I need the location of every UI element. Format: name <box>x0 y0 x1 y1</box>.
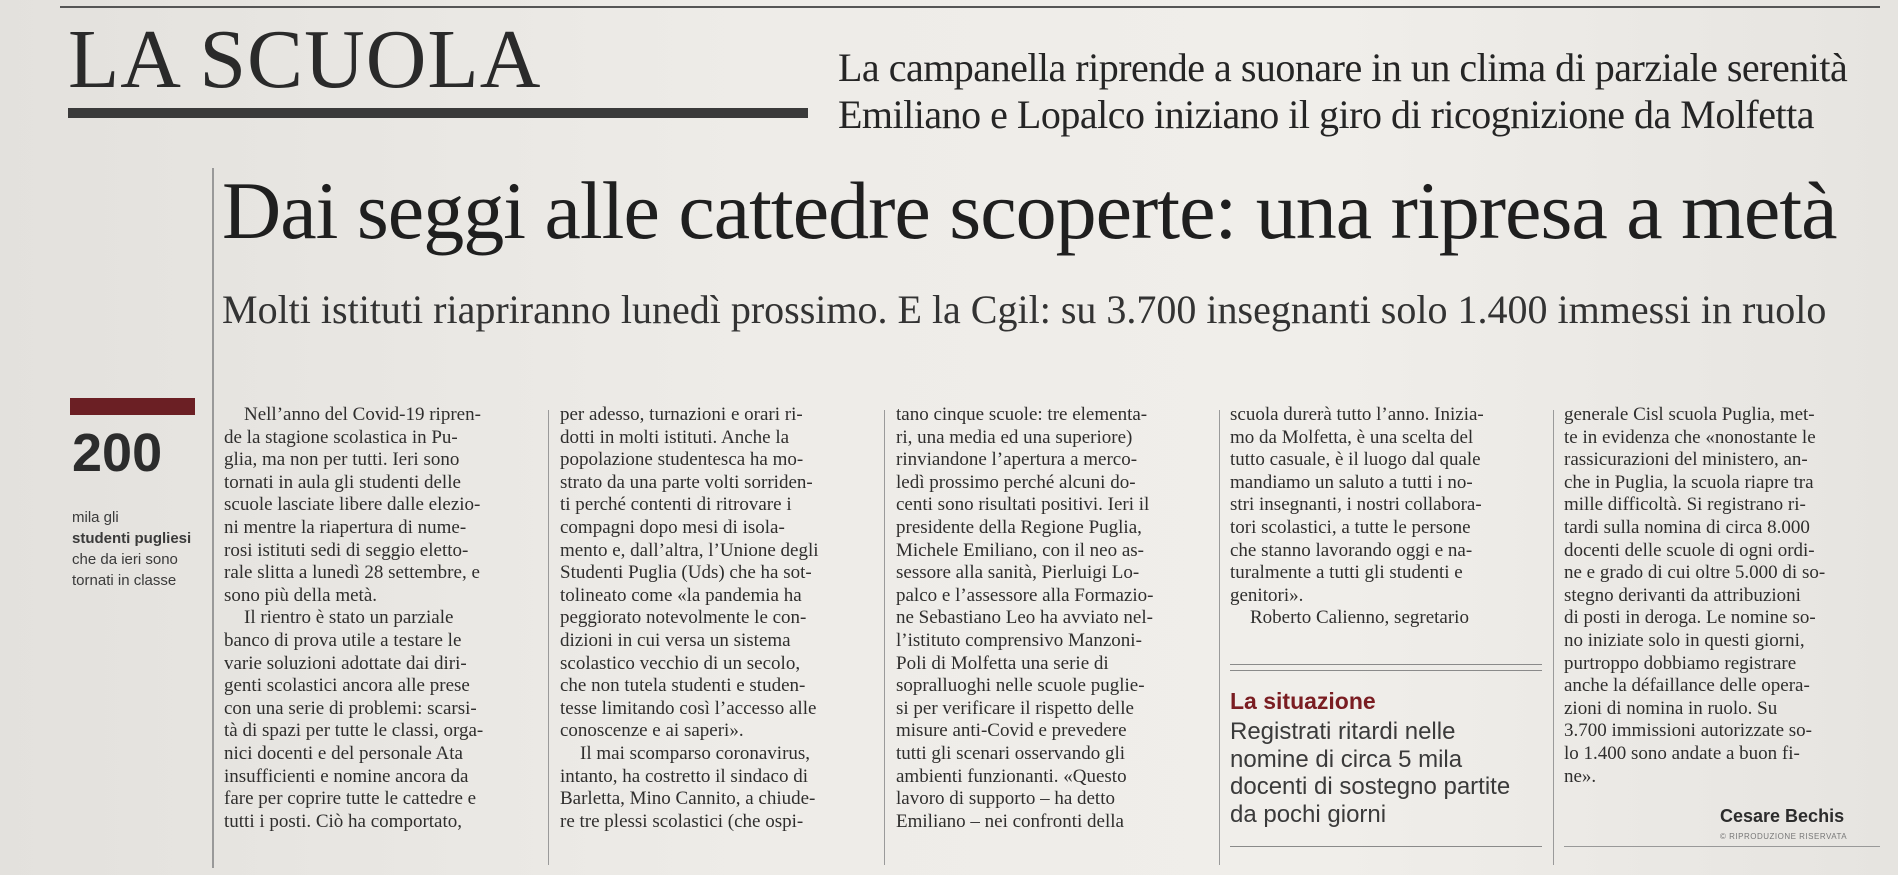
article-line: Emiliano – nei confronti della <box>896 810 1124 832</box>
article-line: dotti in molti istituti. Anche la <box>560 426 790 448</box>
article-line: centi sono risultati positivi. Ieri il <box>896 494 1150 516</box>
article-line: ne e grado di cui oltre 5.000 di so- <box>1564 562 1826 584</box>
bottom-rule <box>1564 846 1880 847</box>
article-line: stegno derivanti da attribuzioni <box>1564 584 1801 606</box>
article-line: presidente della Regione Puglia, <box>896 516 1142 538</box>
article-line: sono più della metà. <box>224 584 378 606</box>
article-line: conoscenze e ai saperi». <box>560 720 744 742</box>
article-line: che stanno lavorando oggi e na- <box>1230 539 1473 561</box>
article-line: te in evidenza che «nonostante le <box>1564 426 1816 448</box>
article-line: scolastico vecchio di un secolo, <box>560 652 801 674</box>
box-rule-top-2 <box>1230 670 1542 671</box>
article-line: varie soluzioni adottate dai diri- <box>224 652 467 674</box>
article-line: turalmente a tutti gli studenti e <box>1230 562 1463 584</box>
article-line: rassicurazioni del ministero, an- <box>1564 449 1808 471</box>
reproduction-notice: © RIPRODUZIONE RISERVATA <box>1720 832 1848 841</box>
article-line: rosi istituti sedi di seggio eletto- <box>224 539 469 561</box>
article-line: tornati in aula gli studenti delle <box>224 471 461 493</box>
article-line: rale slitta a lunedì 28 settembre, e <box>224 562 480 584</box>
box-rule-top <box>1230 664 1542 665</box>
column-divider <box>1553 410 1554 865</box>
article-line: tano cinque scuole: tre elementa- <box>896 404 1148 425</box>
article-line: glia, ma non per tutti. Ieri sono <box>224 449 460 471</box>
article-line: scuola durerà tutto l’anno. Inizia- <box>1230 404 1484 425</box>
box-text: Registrati ritardi nelle nomine di circa 5 mila docenti di sostegno partite da pochi giorni <box>1230 718 1511 828</box>
article-line: Il rientro è stato un parziale <box>244 607 454 629</box>
stat-number: 200 <box>72 423 163 483</box>
article-line: anche la défaillance delle opera- <box>1564 675 1810 697</box>
article-line: tori scolastici, a tutte le persone <box>1230 516 1471 538</box>
article-line: tardi sulla nomina di circa 8.000 <box>1564 516 1810 538</box>
article-line: rinviandone l’apertura a merco- <box>896 449 1138 471</box>
article-line: Roberto Calienno, segretario <box>1250 607 1469 629</box>
article-line: tà di spazi per tutte le classi, orga- <box>224 720 484 742</box>
article-line: ne». <box>1564 765 1597 787</box>
article-line: nici docenti e del personale Ata <box>224 742 463 764</box>
article-line: no iniziate solo in questi giorni, <box>1564 629 1805 651</box>
article-line: scuole lasciate libere dalle elezio- <box>224 494 481 516</box>
article-column-5 <box>1564 404 1879 788</box>
article-line: si per verificare il rispetto delle <box>896 697 1134 719</box>
article-line: zioni di nomina in ruolo. Su <box>1564 697 1778 719</box>
article-line: Nell’anno del Covid-19 ripren- <box>244 404 481 425</box>
article-line: genti scolastici ancora alle prese <box>224 675 470 697</box>
stat-caption-1: mila gli <box>72 509 119 526</box>
article-line: con una serie di problemi: scarsi- <box>224 697 477 719</box>
article-line: tesse limitando così l’accesso alle <box>560 697 817 719</box>
article-line: sopralluoghi nelle scuole puglie- <box>896 675 1145 697</box>
box-rule-bottom <box>1230 846 1542 847</box>
article-line: mo da Molfetta, è una scelta del <box>1230 426 1474 448</box>
article-line: mille difficoltà. Si registrano ri- <box>1564 494 1806 516</box>
article-line: Michele Emiliano, con il neo as- <box>896 539 1144 561</box>
headline: Dai seggi alle cattedre scoperte: una ripresa a metà <box>222 165 1837 256</box>
article-line: 3.700 immissioni autorizzate so- <box>1564 720 1813 742</box>
article-column-4 <box>1230 404 1544 630</box>
article-line: che in Puglia, la scuola riapre tra <box>1564 471 1814 493</box>
subheadline: Molti istituti riapriranno lunedì prossimo. E la Cgil: su 3.700 insegnanti solo 1.400 immessi in ruolo <box>222 287 1827 332</box>
top-rule <box>60 6 1880 8</box>
article-line: ni mentre la riapertura di nume- <box>224 516 467 538</box>
article-column-2 <box>560 404 874 833</box>
article-line: re tre plessi scolastici (che ospi- <box>560 810 804 832</box>
article-line: Poli di Molfetta una serie di <box>896 652 1109 674</box>
article-line: tutti i posti. Ciò ha comportato, <box>224 810 463 832</box>
article-line: banco di prova utile a testare le <box>224 629 462 651</box>
article-line: fare per coprire tutte le cattedre e <box>224 788 477 810</box>
article-line: tutto casuale, è il luogo dal quale <box>1230 449 1481 471</box>
column-divider <box>884 410 885 865</box>
article-line: insufficienti e nomine ancora da <box>224 765 469 787</box>
stat-caption-3: che da ieri sono tornati in classe <box>72 551 178 589</box>
article-line: ledì prossimo perché alcuni do- <box>896 471 1136 493</box>
article-line: dizioni in cui versa un sistema <box>560 629 791 651</box>
article-column-1 <box>224 404 534 833</box>
article-line: compagni dopo mesi di isola- <box>560 516 785 538</box>
article-line: docenti delle scuole di ogni ordi- <box>1564 539 1815 561</box>
article-line: ri, una media ed una superiore) <box>896 426 1133 448</box>
article-line: misure anti-Covid e prevedere <box>896 720 1127 742</box>
article-line: purtroppo dobbiamo registrare <box>1564 652 1797 674</box>
article-line: mandiamo un saluto a tutti i no- <box>1230 471 1473 493</box>
article-line: che non tutela studenti e studen- <box>560 675 806 697</box>
article-line: tutti gli scenari osservando gli <box>896 742 1126 764</box>
article-line: per adesso, turnazioni e orari ri- <box>560 404 803 425</box>
article-line: sessore alla sanità, Pierluigi Lo- <box>896 562 1140 584</box>
article-line: de la stagione scolastica in Pu- <box>224 426 458 448</box>
article-line: ne Sebastiano Leo ha avviato nel- <box>896 607 1153 629</box>
kicker-line-2: Emiliano e Lopalco iniziano il giro di ricognizione da Molfetta <box>838 92 1814 137</box>
article-line: lo 1.400 sono andate a buon fi- <box>1564 742 1800 764</box>
article-line: mento e, dall’altra, l’Unione degli <box>560 539 819 561</box>
stat-caption-2: studenti pugliesi <box>72 530 192 547</box>
article-line: Il mai scomparso coronavirus, <box>580 742 811 764</box>
stat-caption <box>72 507 202 591</box>
article-line: ambienti funzionanti. «Questo <box>896 765 1127 787</box>
article-line: peggiorato notevolmente le con- <box>560 607 807 629</box>
headline-vertical-rule <box>212 168 214 868</box>
article-line: strato da una parte volti sorriden- <box>560 471 813 493</box>
article-column-3 <box>896 404 1210 833</box>
box-title: La situazione <box>1230 688 1376 714</box>
article-line: Barletta, Mino Cannito, a chiude- <box>560 788 816 810</box>
stat-accent-bar <box>70 398 195 415</box>
article-line: palco e l’assessore alla Formazio- <box>896 584 1154 606</box>
article-line: lavoro di supporto – ha detto <box>896 788 1115 810</box>
article-line: l’istituto comprensivo Manzoni- <box>896 629 1142 651</box>
section-title: LA SCUOLA <box>68 13 542 106</box>
article-line: genitori». <box>1230 584 1304 606</box>
section-bar <box>68 108 808 118</box>
column-divider <box>1219 410 1220 865</box>
article-line: tolineato come «la pandemia ha <box>560 584 802 606</box>
column-divider <box>548 410 549 865</box>
article-line: di posti in deroga. Le nomine so- <box>1564 607 1816 629</box>
kicker-line-1: La campanella riprende a suonare in un clima di parziale serenità <box>838 45 1848 90</box>
author-byline: Cesare Bechis <box>1720 806 1845 826</box>
article-line: Studenti Puglia (Uds) che ha sot- <box>560 562 812 584</box>
article-line: stri insegnanti, i nostri collabora- <box>1230 494 1482 516</box>
article-line: popolazione studentesca ha mo- <box>560 449 804 471</box>
article-line: ti perché contenti di ritrovare i <box>560 494 792 516</box>
article-line: generale Cisl scuola Puglia, met- <box>1564 404 1815 425</box>
article-line: intanto, ha costretto il sindaco di <box>560 765 809 787</box>
